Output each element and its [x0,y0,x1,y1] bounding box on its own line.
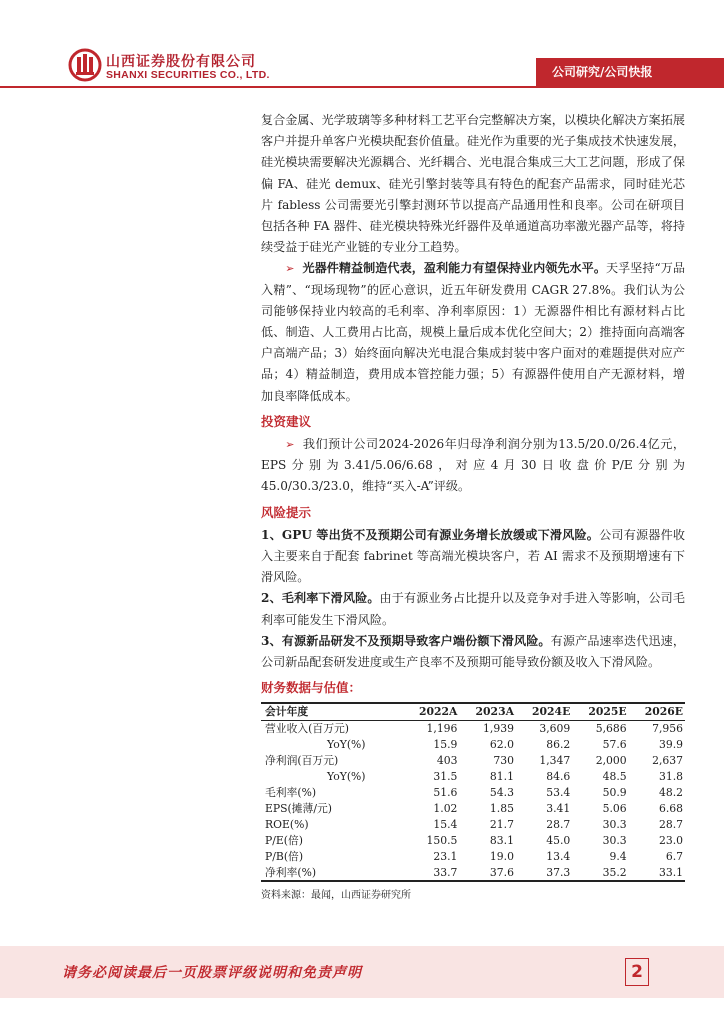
row-label: 毛利率(%) [265,786,317,800]
table-cell: 7,956 [652,722,683,736]
table-row [261,833,685,849]
table-row [261,785,685,801]
table-cell: 19.0 [489,849,514,863]
table-cell: 51.6 [433,786,458,800]
row-label: 净利率(%) [261,865,403,882]
table-cell: 31.8 [658,770,683,784]
table-cell: 15.9 [433,738,458,752]
table-cell: 33.1 [629,865,685,882]
table-cell: 28.7 [658,817,683,831]
table-cell: 5.06 [602,801,627,815]
table-cell: 15.4 [433,817,458,831]
table-cell: 33.7 [403,865,460,882]
table-row [261,817,685,833]
table-cell: 62.0 [489,738,514,752]
table-cell: 1,196 [426,722,458,736]
table-cell: 84.6 [546,770,571,784]
table-cell: 730 [493,754,514,768]
section-title-investment: 投资建议 [261,413,312,429]
table-cell: 403 [436,754,458,768]
table-cell: 53.4 [546,786,571,800]
row-label: YoY(%) [327,770,366,784]
risk-3-text: 有源产品速率迭代迅速，公司新品配套研发进度或生产良率不及预期可能导致份额及收入下滑风险。 [261,633,685,670]
row-label: EPS(摊薄/元) [265,801,332,815]
report-type-tag: 公司研究/公司快报 [536,58,724,86]
paragraph-investment [261,434,685,498]
table-row [261,769,685,785]
table-cell: 1.85 [489,801,514,815]
risk-2-heading: 2、毛利率下滑风险。 [261,591,380,606]
table-cell: 37.3 [516,865,572,882]
paragraph-risk-1 [261,525,685,589]
page-footer [0,946,724,998]
table-cell: 86.2 [546,738,571,752]
table-header-cell: 2026E [629,703,685,720]
table-header-row [261,703,685,720]
table-cell: 50.9 [602,786,627,800]
table-cell: 28.7 [546,817,571,831]
table-cell: 2,637 [652,754,683,768]
table-cell: 150.5 [426,833,458,847]
table-cell: 31.5 [433,770,458,784]
risk-2-text: 由于有源业务占比提升以及竞争对手进入等影响，公司毛利率可能发生下滑风险。 [261,591,685,627]
table-cell: 30.3 [602,817,627,831]
bullet-text: 天孚坚持“万品入精”、“现场现物”的匠心意识，近五年研发费用 CAGR 27.8%。我们认为公司能够保持业内较高的毛利率、净利率原因：1）无源器件相比有源材料占比低、制造、人工费用占比高，规模上量后成本优化空间大；2）推持面向高端客户高端产品；3）始终面向解决光电混合集成封装中客户面对的难题提供对应产品；4）精益制造，费用成本管控能力强；5）有源器件使用自产无源材料，增加良率降低成本。 [261,261,685,403]
table-cell: 23.1 [433,849,458,863]
table-cell: 3.41 [546,801,571,815]
row-label: 净利润(百万元) [265,754,339,768]
table-row [261,721,685,737]
table-header-cell: 2025E [572,703,628,720]
table-cell: 5,686 [595,722,627,736]
table-header-cell: 2023A [459,703,516,720]
table-cell: 13.4 [546,849,571,863]
table-row [261,849,685,865]
paragraph-lean-manufacturing [261,258,685,406]
company-logo-icon [68,48,102,82]
table-cell: 2,000 [595,754,627,768]
risk-3-heading: 3、有源新品研发不及预期导致客户端份额下滑风险。 [261,633,551,648]
table-cell: 45.0 [546,833,571,847]
company-name-cn: 山西证券股份有限公司 [106,54,256,70]
table-cell: 6.7 [665,849,683,863]
table-cell: 1.02 [433,801,458,815]
table-cell: 9.4 [609,849,627,863]
paragraph-risk-3 [261,631,685,673]
table-cell: 48.5 [602,770,627,784]
table-cell: 6.68 [658,801,683,815]
table-cell: 57.6 [602,738,627,752]
bullet-arrow-icon: ➢ [285,262,295,276]
bullet-arrow-icon: ➢ [285,438,295,452]
table-cell: 23.0 [658,833,683,847]
report-body [261,110,685,907]
table-row [261,737,685,753]
table-header-cell: 2024E [516,703,572,720]
risk-1-text: 公司有源器件收入主要来自于配套 fabrinet 等高端光模块客户，若 AI 需求不及预期增速有下滑风险。 [261,527,685,585]
risk-1-heading: 1、GPU 等出货不及预期公司有源业务增长放缓或下滑风险。 [261,527,600,542]
row-label: YoY(%) [327,738,366,752]
paragraph-silicon-photonics: 复合金属、光学玻璃等多种材料工艺平台完整解决方案，以模块化解决方案拓展客户并提升单客户光模块配套价值量。硅光作为重要的光子集成技术快速发展，硅光模块需要解决光源耦合、光纤耦合、光电混合集成三大工艺问题，形成了保偏 FA、硅光 demux、硅光引擎封装等具有特色的配套产品需求，同时硅光芯片 fabless 公司需要光引擎封测环节以提高产品通用性和良率。公司在研项目包括各种 FA 器件、硅光模块特殊光纤器件及单通道高功率激光器产品等，将持续受益于硅光产业链的专业分工趋势。 [261,113,685,255]
table-cell: 48.2 [658,786,683,800]
row-label: ROE(%) [265,817,309,831]
table-row [261,753,685,769]
page-number: 2 [625,958,649,986]
table-cell: 81.1 [489,770,514,784]
table-header-cell: 2022A [403,703,460,720]
row-label: P/B(倍) [265,849,304,863]
table-cell: 30.3 [602,833,627,847]
header-divider [0,86,724,88]
table-row [261,865,685,882]
table-cell: 3,609 [539,722,571,736]
company-name-en: SHANXI SECURITIES CO., LTD. [106,69,270,81]
table-cell: 1,939 [483,722,514,736]
table-cell: 54.3 [489,786,514,800]
table-cell: 21.7 [489,817,514,831]
paragraph-risk-2 [261,588,685,630]
section-title-risk: 风险提示 [261,504,312,520]
row-label: 营业收入(百万元) [265,722,350,736]
table-source: 资料来源：最闻，山西证券研究所 [261,890,411,902]
table-cell: 1,347 [539,754,571,768]
bullet-heading: 光器件精益制造代表，盈利能力有望保持业内领先水平。 [302,261,606,276]
investment-text: 我们预计公司2024-2026年归母净利润分别为13.5/20.0/26.4亿元，EPS分别为3.41/5.06/6.68，对应4月30日收盘价P/E分别为45.0/30.3/23.0，维持“买入-A”评级。 [261,437,685,494]
table-cell: 35.2 [572,865,628,882]
table-cell: 37.6 [459,865,516,882]
section-title-financials: 财务数据与估值： [261,680,362,696]
table-cell: 83.1 [489,833,514,847]
page-header [0,0,724,95]
table-cell: 39.9 [658,738,683,752]
table-header-cell: 会计年度 [261,703,403,720]
disclaimer-notice: 请务必阅读最后一页股票评级说明和免责声明 [62,965,362,981]
table-row [261,801,685,817]
row-label: P/E(倍) [265,833,304,847]
financial-table [261,702,685,882]
